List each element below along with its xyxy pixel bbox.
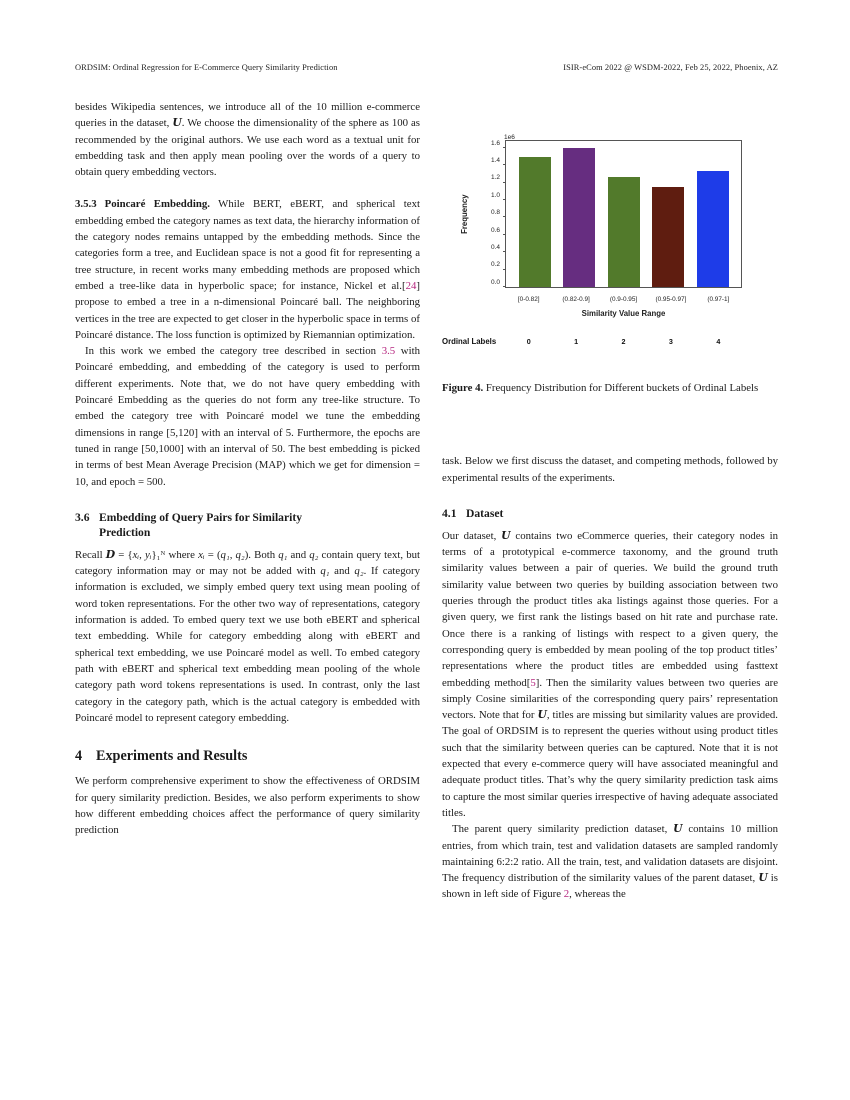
text-segment: besides Wikipedia sentences, we introduce all of the 10 million e-commerce queries in the dataset, [75, 101, 420, 130]
text-segment: xᵢ [198, 548, 205, 561]
bar-(0.82-0.9] [563, 148, 595, 287]
x-tick-label: (0.95-0.97] [655, 296, 687, 303]
x-tick-label: (0.97-1] [707, 296, 730, 303]
header-venue: ISIR-eCom 2022 @ WSDM-2022, Feb 25, 2022, Phoenix, AZ [563, 63, 778, 72]
paragraph [75, 547, 420, 726]
text-segment: contains two eCommerce queries, their category nodes in terms of a prototypical e-commerce taxonomy, and the ground truth similarity values between a pair of queries. We build the ground truth similarity value between two queries by building association between two queries through the product titles aka listings against those queries. For a given query, we first rank the listings based on hit rate and purchase rate. Once there is a ranking of listings with respect to a given query, the corresponding query is embedded by mean pooling of the top product titles’ representations where the product titles are embedded using fasttext embedding method[ [442, 529, 778, 689]
text-segment: ]. Then the similarity values between two queries are simply Cosine similarities of the corresponding query pairs’ representation vectors. Note that for [442, 676, 779, 722]
bar-[0-0.82] [519, 157, 551, 287]
y-tick-mark [503, 269, 506, 270]
bar-(0.95-0.97] [652, 187, 684, 287]
ordinal-label: 0 [526, 337, 531, 346]
text-segment: task. Below we first discuss the dataset, and competing methods, followed by experimental results of the experiments. [442, 455, 778, 484]
paragraph [75, 99, 420, 180]
text-segment: contains 10 million entries, from which train, test and validation datasets are sampled randomly maintaining 6:2:2 ratio. All the train, test, and validation datasets are disjoint. The frequency distribution of the similarity values of the parent dataset, [442, 823, 778, 885]
text-segment: U [172, 116, 182, 130]
text-segment: Poincaré Embedding. [104, 198, 210, 211]
text-segment: The parent query similarity prediction dataset, [452, 823, 674, 836]
subsubsection-3-5-3 [75, 196, 420, 343]
y-tick-mark [503, 182, 506, 183]
y-tick-mark [503, 234, 506, 235]
text-segment: q₂ [354, 565, 364, 578]
paragraph [442, 821, 778, 902]
text-segment: , whereas the [569, 888, 626, 901]
y-tick-mark [503, 216, 506, 217]
section-title: Dataset [466, 506, 504, 520]
text-segment: q₁, q₂ [220, 548, 245, 561]
y-tick-label: 1.6 [490, 139, 500, 147]
bar-(0.97-1] [697, 171, 729, 287]
ordinal-labels-title: Ordinal Labels [442, 337, 497, 346]
citation-link[interactable]: 24 [405, 279, 417, 292]
text-segment: We perform comprehensive experiment to show the effectiveness of ORDSIM for query similarity prediction. Besides, we also perform experiments to show how different embedding choices affect the performance of query similarity prediction [75, 775, 420, 837]
x-tick-label: [0-0.82] [517, 296, 540, 303]
text-segment: ). Both [244, 548, 279, 561]
section-number: 3.6 [75, 510, 90, 524]
text-segment: and [287, 548, 310, 561]
text-segment: Our dataset, [442, 529, 502, 542]
text-segment: In this work we embed the category tree described in section [85, 345, 382, 358]
text-segment: xᵢ, yᵢ [132, 548, 152, 561]
y-axis-label: Frequency [459, 194, 469, 234]
text-segment: . If category information is excluded, we simply embed query text using mean pooling of word token representations. For the other two way of representations, category information is added. To embed query text we use both eBERT and spherical text embedding. While for category embedding along with eBERT and spherical text embedding, we use Poincaré model as well. To embed category path with eBERT and spherical text embedding mean pooling of the whole category path word tokens representations is used. In contrast, only the last category in the category path, which is the actual category is embedded with Poincaré model to represent category embedding. [75, 565, 420, 724]
text-segment: q₁ [278, 548, 288, 561]
section-number: 4 [75, 748, 83, 765]
text-segment: q₂ [309, 548, 319, 561]
right-column [442, 118, 778, 903]
ordinal-labels-row [442, 334, 778, 350]
text-segment: Figure 4. [442, 382, 484, 395]
text-segment: While BERT, eBERT, and spherical text embedding embed the category names as text data, the hierarchy information of the category nodes remains untapped by the embedding methods. Since the categories form a tree, and Euclidean space is not a good fit for representing a tree structure, in recent works many embedding methods are proposed which embed a tree-like data in hyperbolic space; for instance, Nickel et al.[ [75, 198, 421, 292]
ordinal-label: 1 [574, 337, 579, 346]
text-segment: U [501, 528, 511, 542]
section-title: Embedding of Query Pairs for Similarity Prediction [99, 510, 302, 539]
bar-chart [442, 118, 778, 322]
figure-caption [442, 380, 778, 396]
y-tick-mark [503, 199, 506, 200]
y-tick-label: 1.2 [490, 174, 500, 182]
y-tick-label: 0.6 [490, 226, 500, 234]
text-segment: }₁ᴺ where [151, 548, 199, 561]
ordinal-label: 4 [716, 337, 721, 346]
text-segment: . We choose the dimensionality of the sphere as 100 as recommended by the original authors. We use each word as a textual unit for embedding task and then apply mean pooling over the words of a query to obtain query embedding vectors. [75, 117, 420, 179]
y-tick-mark [503, 164, 506, 165]
ordinal-labels-values [505, 334, 742, 350]
text-segment: 3.5.3 [75, 198, 97, 211]
section-number: 4.1 [442, 506, 457, 520]
y-tick-mark [503, 251, 506, 252]
paragraph [442, 528, 778, 821]
plot-area [490, 139, 742, 288]
x-tick-label: (0.9-0.95] [609, 296, 638, 303]
text-segment: U [537, 708, 547, 722]
y-tick-mark [503, 286, 506, 287]
text-segment: , titles are missing but similarity values are provided. The goal of ORDSIM is to represent the queries without using product titles such that the similarity between queries can be captured. Note that it is not expected that every e-commerce query will have associated meaningful and adequate product titles. That’s why the query similarity prediction task aims to capture the most similar queries irrespective of having adequate associated titles. [442, 709, 778, 819]
text-segment: Frequency Distribution for Different buckets of Ordinal Labels [483, 382, 759, 395]
text-segment: U [673, 822, 683, 836]
paragraph [75, 773, 420, 838]
text-segment: q₁ [320, 565, 330, 578]
text-segment: with Poincaré embedding, and embedding of the category is used to perform different experiments. Note that, we do not have query embedding with Poincaré Embedding as the queries do not form any tree-like structure. To embed the category tree with Poincaré model we tune the embedding dimensions in range [5,120] with an interval of 5. Furthermore, the epochs are tuned in range [50,1000] with an interval of 50. The best embedding is picked in terms of best Mean Average Precision (MAP) which we get for dimension = 10, and epoch = 500. [75, 345, 420, 488]
x-axis-label: Similarity Value Range [581, 309, 666, 318]
text-segment: and [329, 565, 355, 578]
citation-link[interactable]: 5 [530, 676, 536, 689]
text-segment: U [758, 871, 768, 885]
citation-link[interactable]: 2 [563, 888, 570, 901]
ordinal-label: 3 [668, 337, 673, 346]
section-title: Experiments and Results [96, 748, 248, 765]
y-tick-label: 0.8 [490, 209, 500, 217]
bar-(0.9-0.95] [608, 177, 640, 287]
y-tick-label: 0.2 [490, 261, 500, 269]
text-segment: ] propose to embed a tree in a n-dimensional Poincaré ball. The neighboring vertices in the tree are expected to get closer in the hyperbolic space in terms of Poincaré distance. The loss function is optimized by Riemannian optimization. [75, 279, 420, 341]
text-segment: D [105, 547, 116, 561]
y-tick-label: 1.0 [490, 191, 500, 199]
header-title: ORDSIM: Ordinal Regression for E-Commerce Query Similarity Prediction [75, 63, 338, 72]
section-heading-3-6 [75, 510, 420, 540]
text-segment: = { [115, 548, 133, 561]
left-column [75, 99, 420, 839]
y-tick-label: 0.4 [490, 243, 500, 251]
text-segment: contain query text, but category information may or may not be added with [75, 548, 420, 578]
paragraph [442, 453, 778, 486]
paragraph [75, 343, 420, 490]
y-tick-label: 1.4 [490, 157, 500, 165]
section-heading-4 [75, 748, 420, 764]
section-heading-4-1 [442, 506, 778, 521]
y-tick-mark [503, 147, 506, 148]
text-segment: Recall [75, 548, 106, 561]
running-header [75, 63, 778, 72]
text-segment: is shown in left side of Figure [442, 872, 778, 901]
y-tick-label: 0.0 [490, 278, 500, 286]
ordinal-label: 2 [621, 337, 626, 346]
text-segment: = ( [204, 548, 221, 561]
figure-4 [442, 118, 778, 396]
x-tick-label: (0.82-0.9] [562, 296, 590, 303]
citation-link[interactable]: 3.5 [381, 345, 396, 358]
y-axis-offset-label: 1e6 [504, 134, 515, 141]
